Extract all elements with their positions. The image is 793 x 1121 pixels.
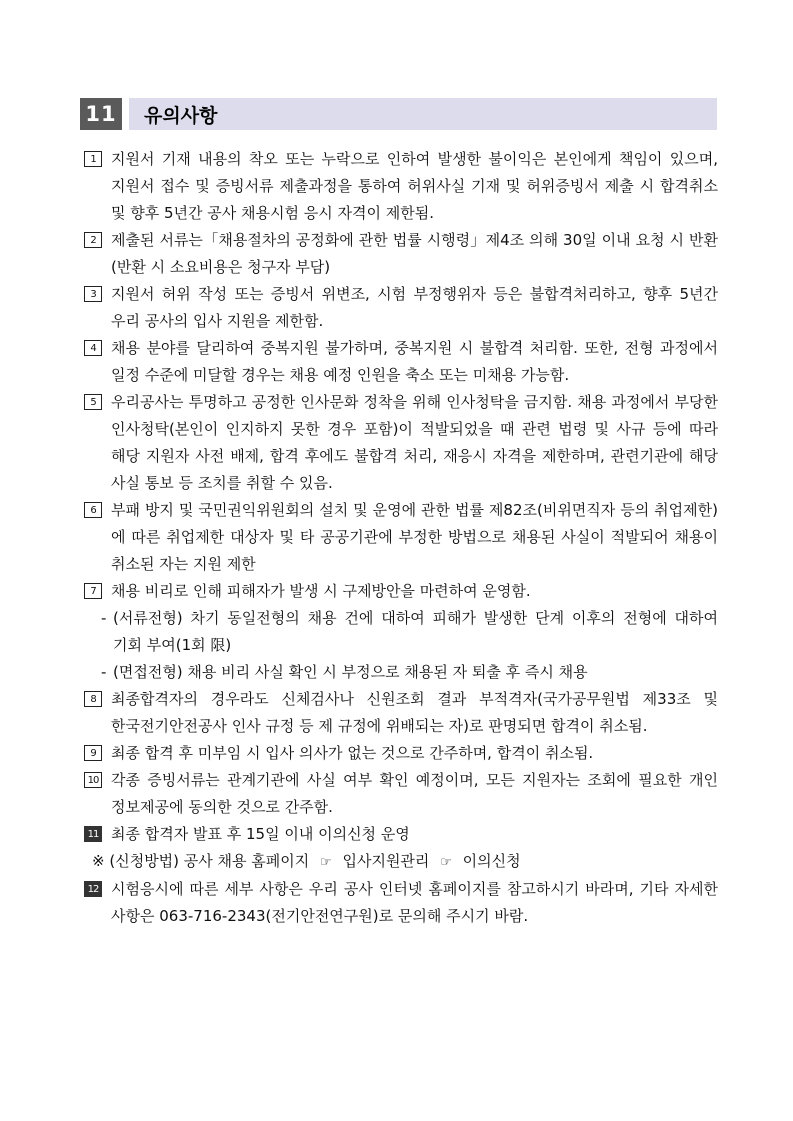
list-item: [84, 227, 718, 281]
item-number-badge: 1: [84, 151, 102, 167]
list-item: [84, 146, 718, 227]
sub-item-text: (면접전형) 채용 비리 사실 확인 시 부정으로 채용된 자 퇴출 후 즉시 채용: [113, 663, 588, 681]
item-number-badge: 12: [84, 881, 102, 897]
notice-list: [84, 146, 718, 930]
list-item: [84, 686, 718, 740]
item-text: 각종 증빙서류는 관계기관에 사실 여부 확인 예정이며, 모든 지원자는 조회에 필요한 개인 정보제공에 동의한 것으로 간주함.: [111, 771, 718, 816]
sub-item: [84, 605, 718, 659]
dash-marker: -: [101, 663, 107, 681]
sub-item-text: (서류전형) 차기 동일전형의 채용 건에 대하여 피해가 발생한 단계 이후의 전형에 대하여 기회 부여(1회 限): [113, 609, 718, 654]
item-number-badge: 8: [84, 691, 102, 707]
list-item: [84, 767, 718, 821]
item-text: 최종합격자의 경우라도 신체검사나 신원조회 결과 부적격자(국가공무원법 제33조 및 한국전기안전공사 인사 규정 등 제 규정에 위배되는 자)로 판명되면 합격이 취소됨.: [111, 690, 718, 735]
item-text: 지원서 기재 내용의 착오 또는 누락으로 인하여 발생한 불이익은 본인에게 책임이 있으며, 지원서 접수 및 증빙서류 제출과정을 통하여 허위사실 기재 및 허위증빙서 제출 시 합격취소 및 향후 5년간 공사 채용시험 응시 자격이 제한됨.: [111, 150, 718, 222]
item-text: 제출된 서류는「채용절차의 공정화에 관한 법률 시행령」제4조 의해 30일 이내 요청 시 반환 (반환 시 소요비용은 청구자 부담): [111, 231, 718, 276]
pointing-hand-icon: ☞: [320, 855, 332, 870]
item-number-badge: 5: [84, 394, 102, 410]
list-item: [84, 335, 718, 389]
list-item: [84, 876, 718, 930]
list-item: [84, 281, 718, 335]
dash-marker: -: [101, 609, 107, 627]
item-text: 최종 합격 후 미부임 시 입사 의사가 없는 것으로 간주하며, 합격이 취소됨.: [111, 744, 594, 762]
sub-item: [84, 659, 718, 686]
item-text: 채용 분야를 달리하여 중복지원 불가하며, 중복지원 시 불합격 처리함. 또한, 전형 과정에서 일정 수준에 미달할 경우는 채용 예정 인원을 축소 또는 미채용 가능함.: [111, 339, 718, 384]
item-text: 우리공사는 투명하고 공정한 인사문화 정착을 위해 인사청탁을 금지함. 채용 과정에서 부당한 인사청탁(본인이 인지하지 못한 경우 포함)이 적발되었을 때 관련 법령 및 사규 등에 따라 해당 지원자 사전 배제, 합격 후에도 불합격 처리, 재응시 자격을 제한하며, 관련기관에 해당 사실 통보 등 조치를 취할 수 있음.: [111, 393, 718, 492]
item-number-badge: 3: [84, 286, 102, 302]
section-number: 11: [80, 98, 122, 130]
section-title: 유의사항: [144, 104, 218, 127]
item-number-badge: 11: [84, 826, 102, 842]
list-item: [84, 389, 718, 497]
list-item: [84, 497, 718, 578]
application-method-note: [84, 848, 718, 876]
item-number-badge: 10: [84, 772, 102, 788]
section-title-bar: [129, 98, 717, 130]
item-number-badge: 4: [84, 340, 102, 356]
section-header: [80, 98, 717, 130]
item-number-badge: 2: [84, 232, 102, 248]
list-item: [84, 821, 718, 848]
item-text: 지원서 허위 작성 또는 증빙서 위변조, 시험 부정행위자 등은 불합격처리하고, 향후 5년간 우리 공사의 입사 지원을 제한함.: [111, 285, 718, 330]
pointing-hand-icon: ☞: [440, 855, 452, 870]
item-number-badge: 6: [84, 502, 102, 518]
note-prefix: (신청방법) 공사 채용 홈페이지: [109, 852, 310, 870]
item-text: 시험응시에 따른 세부 사항은 우리 공사 인터넷 홈페이지를 참고하시기 바라며, 기타 자세한 사항은 063-716-2343(전기안전연구원)로 문의해 주시기 바람.: [111, 880, 718, 925]
list-item: [84, 578, 718, 605]
note-middle: 입사지원관리: [342, 852, 430, 870]
note-end: 이의신청: [462, 852, 521, 870]
item-text: 최종 합격자 발표 후 15일 이내 이의신청 운영: [111, 825, 410, 843]
item-number-badge: 9: [84, 745, 102, 761]
reference-mark-icon: ※: [92, 852, 105, 870]
item-text: 부패 방지 및 국민권익위원회의 설치 및 운영에 관한 법률 제82조(비위면직자 등의 취업제한)에 따른 취업제한 대상자 및 타 공공기관에 부정한 방법으로 채용된 사실이 적발되어 채용이 취소된 자는 지원 제한: [111, 501, 718, 573]
item-text: 채용 비리로 인해 피해자가 발생 시 구제방안을 마련하여 운영함.: [111, 582, 531, 600]
item-number-badge: 7: [84, 583, 102, 599]
list-item: [84, 740, 718, 767]
